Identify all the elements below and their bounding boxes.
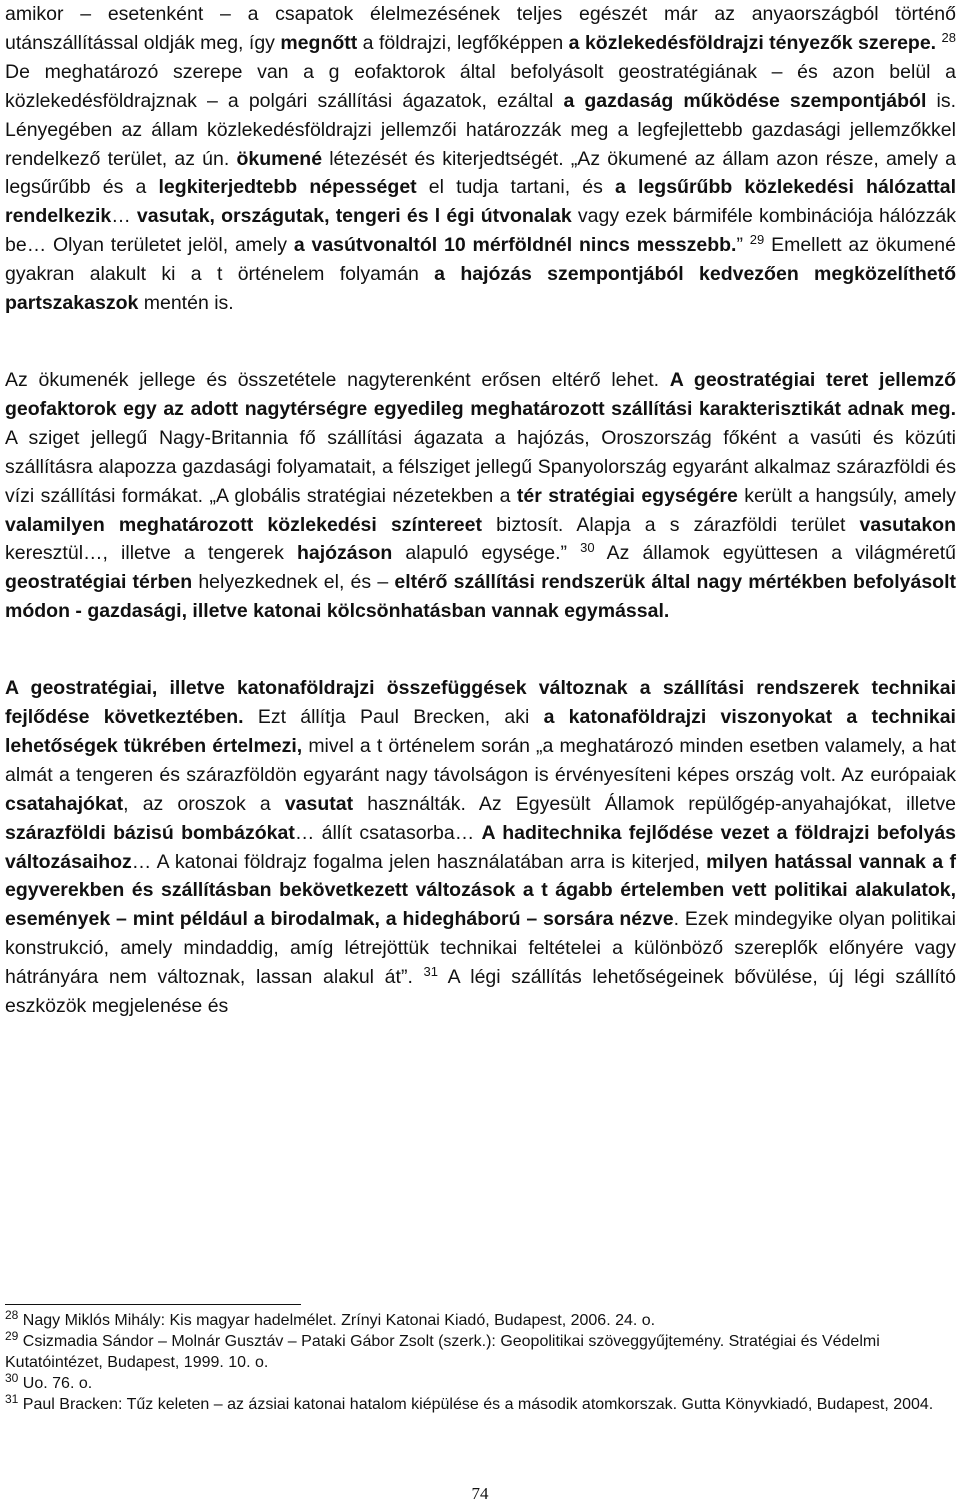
text-run: Az államok együttesen a világméretű [594, 542, 957, 565]
bold-text-run: a legsűrűbb közlekedési hálózattal rendelkezik [5, 176, 956, 228]
text-run: A légi szállítás lehetőségeinek bővülése, új légi szállító eszközök megjelenése és [5, 966, 957, 1018]
bold-text-run: geostratégiai térben [5, 571, 193, 594]
footnote-31 [5, 1394, 956, 1415]
footnote-30 [5, 1373, 956, 1394]
text-run: De meghatározó szerepe van a g eofaktorok által befolyásolt geostratégiának – és azon belül a közlekedésföldrajznak – a polgári szállítási ágazatok, ezáltal [5, 60, 956, 112]
text-run: … A katonai földrajz fogalma jelen használatában arra is kiterjed, [131, 850, 707, 873]
bold-text-run: csatahajókat [5, 792, 124, 815]
text-run: Ezt állítja Paul Brecken, aki [243, 706, 544, 729]
text-run: … [111, 205, 137, 228]
text-run: biztosít. Alapja a s zárazföldi terület [482, 513, 860, 536]
footnote-28 [5, 1310, 956, 1331]
footnote-text: Nagy Miklós Mihály: Kis magyar hadelmélet. Zrínyi Katonai Kiadó, Budapest, 2006. 24. o. [18, 1312, 656, 1329]
text-run: vagy ezek bármiféle kombinációja hálózzák be… Olyan területet jelöl, amely [5, 205, 956, 257]
bold-text-run: vasutakon [859, 513, 956, 536]
footnote-text: Uo. 76. o. [18, 1375, 93, 1392]
text-run: létezését és kiterjedtségét. „Az ökumené az állam azon része, amely a legsűrűbb és a [5, 147, 956, 199]
footnotes-section [5, 1310, 956, 1415]
bold-text-run: vasutat [284, 792, 354, 815]
bold-text-run: legkiterjedtebb népességet [158, 176, 417, 199]
text-run: A sziget jellegű Nagy-Britannia fő szállítási ágazata a hajózás, Oroszország főként a vasúti és közúti szállításra alapozza gazdasági folyamatait, a félsziget jellegű Spanyolország egyaránt alkalmaz szárazföldi és vízi szállítási formákat. „A globális stratégiai nézetekben a [5, 426, 956, 507]
bold-text-run: megnőtt [280, 31, 358, 54]
bold-text-run: A haditechnika fejlődése vezet a földrajzi befolyás változásaihoz [5, 821, 957, 873]
bold-text-run: a vasútvonaltól 10 mérföldnél nincs messzebb. [293, 234, 737, 257]
footnote-number: 31 [5, 1392, 19, 1406]
bold-text-run: A geostratégiai, illetve katonaföldrajzi összefüggések változnak a szállítási rendszerek technikai fejlődése következtében. [5, 677, 956, 729]
bold-text-run: A geostratégiai teret jellemző geofaktorok egy az adott nagytérségre egyedileg meghatározott szállítási karakterisztikát adnak meg. [5, 368, 956, 420]
bold-text-run: a katonaföldrajzi viszonyokat a technikai lehetőségek tükrében értelmezi, [5, 706, 956, 757]
footnote-separator [5, 1304, 301, 1305]
text-run: helyezkednek el, és – [192, 571, 395, 594]
text-run: Emellett az ökumené gyakran alakult ki a t örténelem folyamán [5, 234, 956, 286]
footnote-reference: 31 [423, 964, 439, 980]
bold-text-run: eltérő szállítási rendszerük által nagy mértékben befolyásolt módon - gazdasági, illetve katonai kölcsönhatásban vannak egymással. [5, 571, 956, 623]
text-run: ” [736, 234, 750, 257]
footnote-text: Paul Bracken: Tűz keleten – az ázsiai katonai hatalom kiépülése és a második atomkorszak. Gutta Könyvkiadó, Budapest, 2004. [18, 1396, 934, 1413]
text-run: használták. Az Egyesült Államok repülőgép-anyahajókat, illetve [353, 792, 956, 815]
bold-text-run: ökumené [236, 147, 323, 170]
footnote-number: 30 [5, 1371, 19, 1385]
text-run: mivel a t örténelem során „a meghatározó minden esetben valamely, a hat almát a tengeren és szárazföldön egyaránt nagy távolságon is érvényesíteni képes ország volt. Az európaiak [5, 734, 956, 786]
text-run: . Ezek mindegyike olyan politikai konstrukció, amely mindaddig, amíg létrejöttük technikai feltételei a különböző szereplők előnyére vagy hátrányára nem változnak, lassan alakul át”. [5, 908, 956, 989]
text-run: amikor – esetenként – a csapatok élelmezésének teljes egészét már az anyaországból történő utánszállítással oldják meg, így [5, 3, 956, 54]
footnote-number: 29 [5, 1329, 19, 1343]
text-run: mentén is. [138, 292, 234, 315]
bold-text-run: a közlekedésföldrajzi tényezők szerepe. [568, 31, 937, 54]
text-run: el tudja tartani, és [416, 176, 616, 199]
bold-text-run: tér stratégiai egységére [516, 484, 738, 507]
footnote-number: 28 [5, 1308, 19, 1322]
bold-text-run: milyen hatással vannak a f egyverekben és szállításban bekövetkezett változások a t ágabb értelemben vett politikai alakulatok, események – mint például a birodalmak, a hidegháború – sorsára nézve [5, 850, 956, 931]
text-run: … állít csatasorba… [294, 821, 482, 844]
paragraph-2 [5, 366, 956, 626]
text-run: is. Lényegében az állam közlekedésföldrajzi jellemzői határozzák meg a legfejlettebb gazdasági jellemzőkkel rendelkező terület, az ún. [5, 89, 956, 170]
paragraph-1 [5, 0, 956, 318]
document-page [5, 0, 956, 1021]
bold-text-run: valamilyen meghatározott közlekedési színtereet [5, 513, 482, 536]
page-number: 74 [471, 1484, 489, 1503]
bold-text-run: hajózáson [296, 542, 393, 565]
text-run: került a hangsúly, amely [737, 484, 956, 507]
footnote-reference: 28 [941, 29, 957, 45]
footnote-text: Csizmadia Sándor – Molnár Gusztáv – Pataki Gábor Zsolt (szerk.): Geopolitikai szöveggyűjtemény. Stratégiai és Védelmi Kutatóintézet, Budapest, 1999. 10. o. [5, 1333, 880, 1371]
bold-text-run: a hajózás szempontjából kedvezően megközelíthető partszakaszok [5, 263, 956, 315]
text-run: keresztül…, illetve a tengerek [5, 542, 297, 565]
text-run: , az oroszok a [123, 792, 285, 815]
bold-text-run: vasutak, országutak, tengeri és l égi útvonalak [136, 205, 572, 228]
text-run: Az ökumenék jellege és összetétele nagyterenként erősen eltérő lehet. [5, 368, 670, 391]
paragraph-3 [5, 674, 956, 1021]
text-run: a földrajzi, legfőképpen [357, 31, 569, 54]
text-run: alapuló egysége.” [392, 542, 581, 565]
footnote-29 [5, 1331, 956, 1373]
bold-text-run: a gazdaság működése szempontjából [563, 89, 927, 112]
footnote-reference: 29 [749, 232, 765, 248]
bold-text-run: szárazföldi bázisú bombázókat [5, 821, 295, 844]
footnote-reference: 30 [580, 540, 595, 556]
